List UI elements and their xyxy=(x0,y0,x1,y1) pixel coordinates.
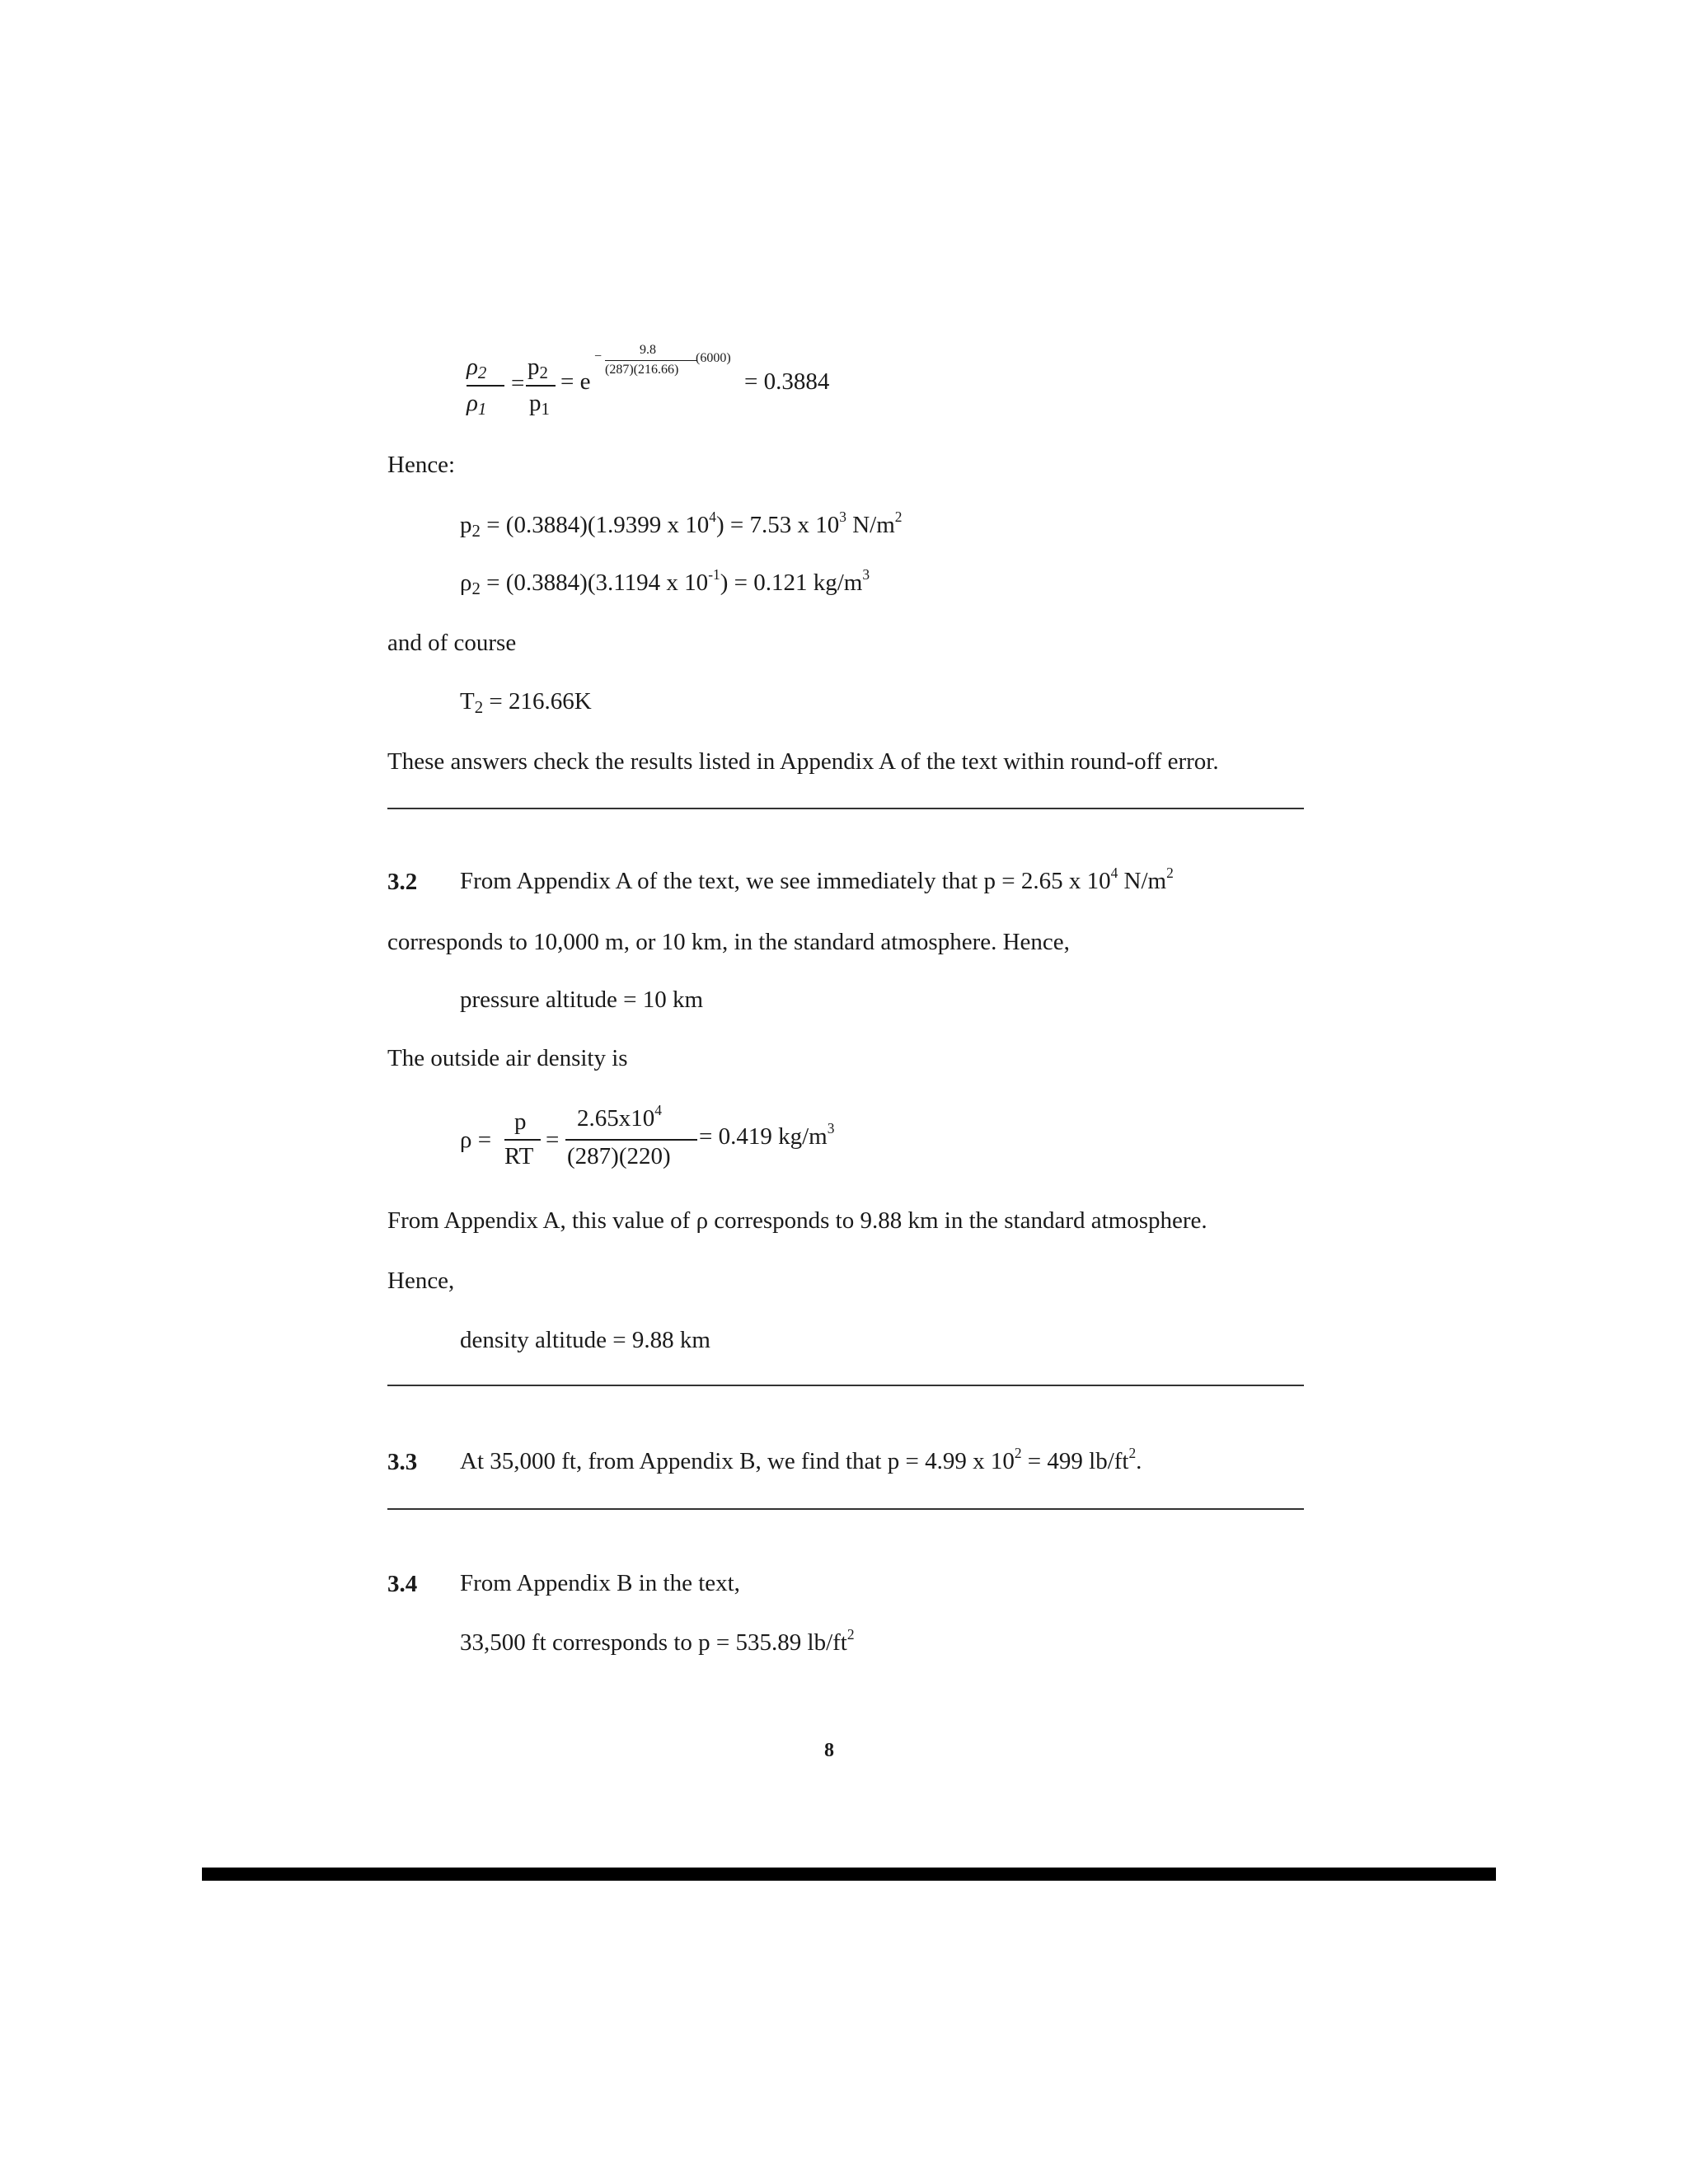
rho2-equation: $\rho_2 = (0.3884)(3.1194$ x $10^{-1}) = 0.121$ $kg/m^3$ xyxy=(460,565,870,599)
exp-base: = e xyxy=(560,368,591,395)
equals-sign: = xyxy=(546,1127,560,1153)
s32-line-1: From Appendix A of the text, we see immediately that p = 2.65 x $10^4$ $N/m^2$ xyxy=(460,864,1174,894)
pressure-altitude: pressure altitude = 10 km xyxy=(460,987,704,1013)
fraction-bar xyxy=(504,1139,541,1141)
hence-label-2: Hence, xyxy=(387,1268,455,1294)
outside-density-label: The outside air density is xyxy=(387,1045,628,1071)
exponent-numerator: 9.8 xyxy=(640,343,656,357)
frac2-denominator: (287)(220) xyxy=(567,1143,671,1169)
page-bottom-bar xyxy=(202,1868,1496,1881)
density-result: = 0.419 $kg/m^3$ xyxy=(699,1119,835,1150)
s34-line-1: From Appendix B in the text, xyxy=(460,1570,740,1596)
exponent-fraction-bar xyxy=(605,360,697,361)
frac1-denominator: RT xyxy=(504,1143,534,1169)
hence-label: Hence: xyxy=(387,452,456,478)
equals-sign: = xyxy=(511,370,525,396)
rho-equals: ρ = xyxy=(460,1127,492,1153)
section-number-3-4: 3.4 xyxy=(387,1571,418,1597)
density-altitude: density altitude = 9.88 km xyxy=(460,1327,710,1353)
fraction-bar xyxy=(467,385,504,387)
s33-line: At 35,000 ft, from Appendix B, we find that p = 4.99 x $10^2 = 499$ $lb/ft^2$. xyxy=(460,1444,1142,1474)
s34-line-2: 33,500 ft corresponds to p = 535.89 $lb/ft^2$ xyxy=(460,1625,855,1656)
fraction-bar xyxy=(565,1139,697,1141)
check-statement: These answers check the results listed in Appendix A of the text within round-off error. xyxy=(387,748,1219,775)
frac2-numerator: $2.65x10^4$ xyxy=(577,1101,662,1132)
ratio-result: = 0.3884 xyxy=(744,368,830,395)
p2-symbol: $p_2$ xyxy=(528,354,548,383)
s32-line-2: corresponds to 10,000 m, or 10 km, in the standard atmosphere. Hence, xyxy=(387,929,1070,955)
fraction-bar xyxy=(526,385,556,387)
p1-symbol: $p_1$ xyxy=(529,390,550,419)
p2-equation: $p_2 = (0.3884)(1.9399$ x $10^4) = 7.53$ x $10^3$ $N/m^2$ xyxy=(460,508,903,541)
section-divider xyxy=(387,808,1304,809)
section-divider xyxy=(387,1508,1304,1510)
t2-equation: $T_2 = 216.66K$ xyxy=(460,688,592,718)
s32-appendix-statement: From Appendix A, this value of ρ corresponds to 9.88 km in the standard atmosphere. xyxy=(387,1207,1207,1234)
exponent-tail: (6000) xyxy=(696,351,731,365)
frac1-numerator: p xyxy=(514,1108,527,1135)
rho1-symbol: $\rho_1$ xyxy=(467,390,487,419)
exponent-denominator: (287)(216.66) xyxy=(605,363,679,377)
and-of-course-label: and of course xyxy=(387,630,517,656)
section-divider xyxy=(387,1385,1304,1386)
exponent-minus: − xyxy=(594,349,603,363)
section-number-3-3: 3.3 xyxy=(387,1449,418,1475)
section-number-3-2: 3.2 xyxy=(387,869,418,895)
rho2-symbol: $\rho_2$ xyxy=(467,354,487,383)
page-number: 8 xyxy=(824,1740,834,1761)
